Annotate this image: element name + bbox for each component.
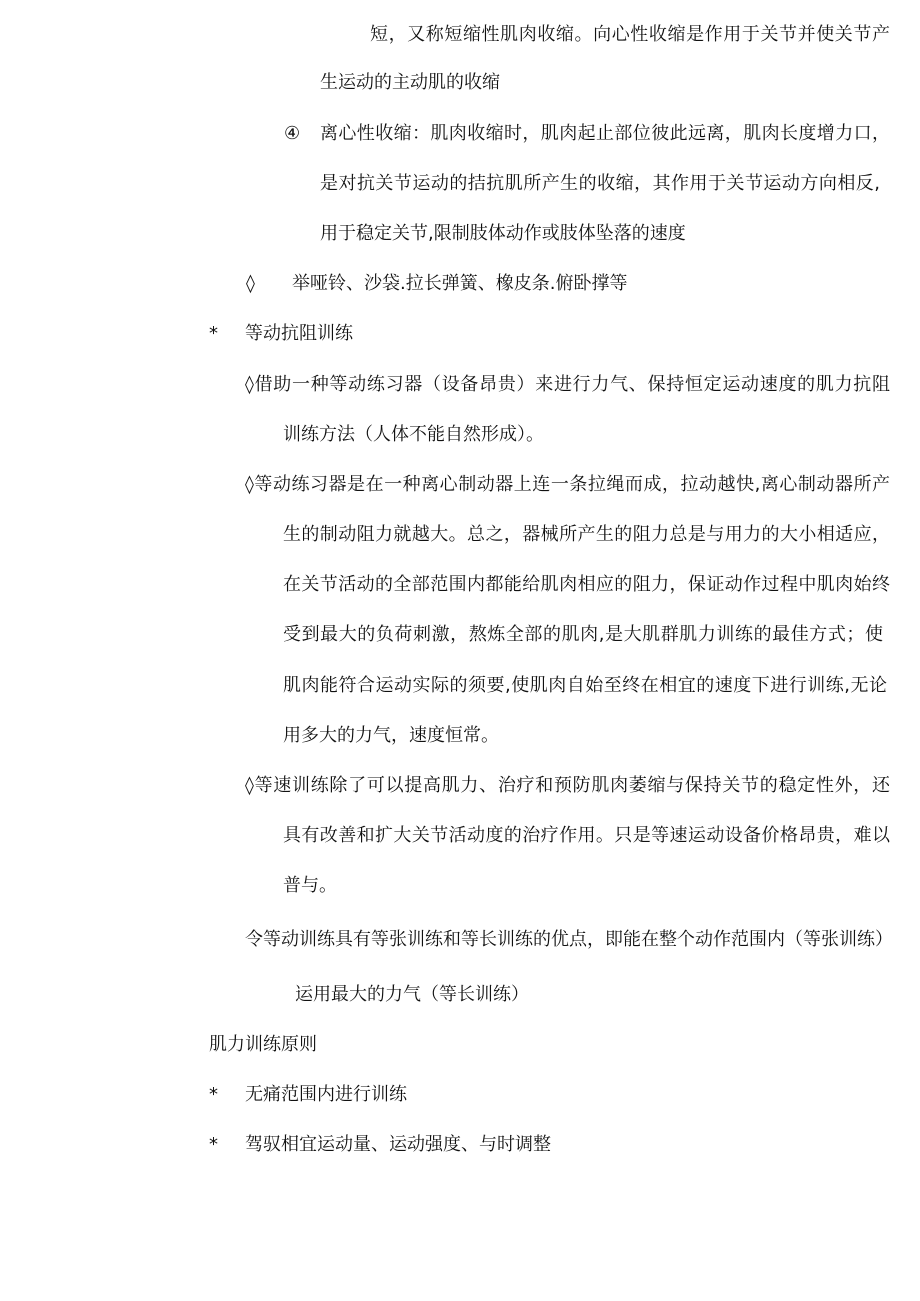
isokinetic-p2-line-4: 受到最大的负荷刺激，熬炼全部的肌肉,是大肌群肌力训练的最佳方式；使 <box>283 624 883 645</box>
contraction-text-line-2: 生运动的主动肌的收缩 <box>320 72 500 93</box>
asterisk-bullet: * <box>209 323 218 344</box>
principles-heading: 肌力训练原则 <box>209 1034 317 1055</box>
eccentric-text-line-1: 离心性收缩：肌肉收缩时，肌肉起止部位彼此远离，肌肉长度增力口， <box>320 123 890 144</box>
isokinetic-p2-line-5: 肌肉能符合运动实际的须要,使肌肉自始至终在相宜的速度下进行训练,无论 <box>283 675 887 696</box>
isokinetic-p4-line-1: 令等动训练具有等张训练和等长训练的优点，即能在整个动作范围内（等张训练） <box>245 929 893 950</box>
isokinetic-p3-line-3: 普与。 <box>283 875 337 896</box>
principle-bullet-1: * <box>209 1084 218 1105</box>
eccentric-text-line-3: 用于稳定关节,限制肢体动作或肢体坠落的速度 <box>320 223 686 244</box>
contraction-text-line-1: 短，又称短缩性肌肉收缩。向心性收缩是作用于关节并使关节产 <box>370 24 890 45</box>
isokinetic-p1-line-1: ◊借助一种等动练习器（设备昂贵）来进行力气、保持恒定运动速度的肌力抗阻 <box>245 374 890 395</box>
diamond-bullet: ◊ <box>246 273 255 294</box>
isokinetic-p2-line-3: 在关节活动的全部范围内都能给肌肉相应的阻力，保证动作过程中肌肉始终 <box>283 574 890 595</box>
eccentric-text-line-2: 是对抗关节运动的拮抗肌所产生的收缩，其作用于关节运动方向相反, <box>320 173 880 194</box>
isokinetic-p2-line-1: ◊等动练习器是在一种离心制动器上连一条拉绳而成，拉动越快,离心制动器所产 <box>245 474 890 495</box>
isokinetic-p1-line-2: 训练方法（人体不能自然形成）。 <box>283 424 544 445</box>
item-marker-4: ④ <box>284 123 301 144</box>
isokinetic-heading: 等动抗阻训练 <box>245 323 353 344</box>
isokinetic-p3-line-2: 具有改善和扩大关节活动度的治疗作用。只是等速运动设备价格昂贵，难以 <box>283 825 890 846</box>
isokinetic-p3-line-1: ◊等速训练除了可以提高肌力、治疗和预防肌肉萎缩与保持关节的稳定性外，还 <box>245 775 890 796</box>
principle-item-2: 驾驭相宜运动量、运动强度、与时调整 <box>245 1134 551 1155</box>
isokinetic-p2-line-6: 用多大的力气，速度恒常。 <box>283 725 499 746</box>
equipment-examples: 举哑铃、沙袋.拉长弹簧、橡皮条.俯卧撑等 <box>292 273 628 294</box>
isokinetic-p4-line-2: 运用最大的力气（等长训练） <box>295 984 529 1005</box>
principle-item-1: 无痛范围内进行训练 <box>245 1084 407 1105</box>
isokinetic-p2-line-2: 生的制动阻力就越大。总之，器械所产生的阻力总是与用力的大小相适应， <box>283 524 890 545</box>
principle-bullet-2: * <box>209 1134 218 1155</box>
